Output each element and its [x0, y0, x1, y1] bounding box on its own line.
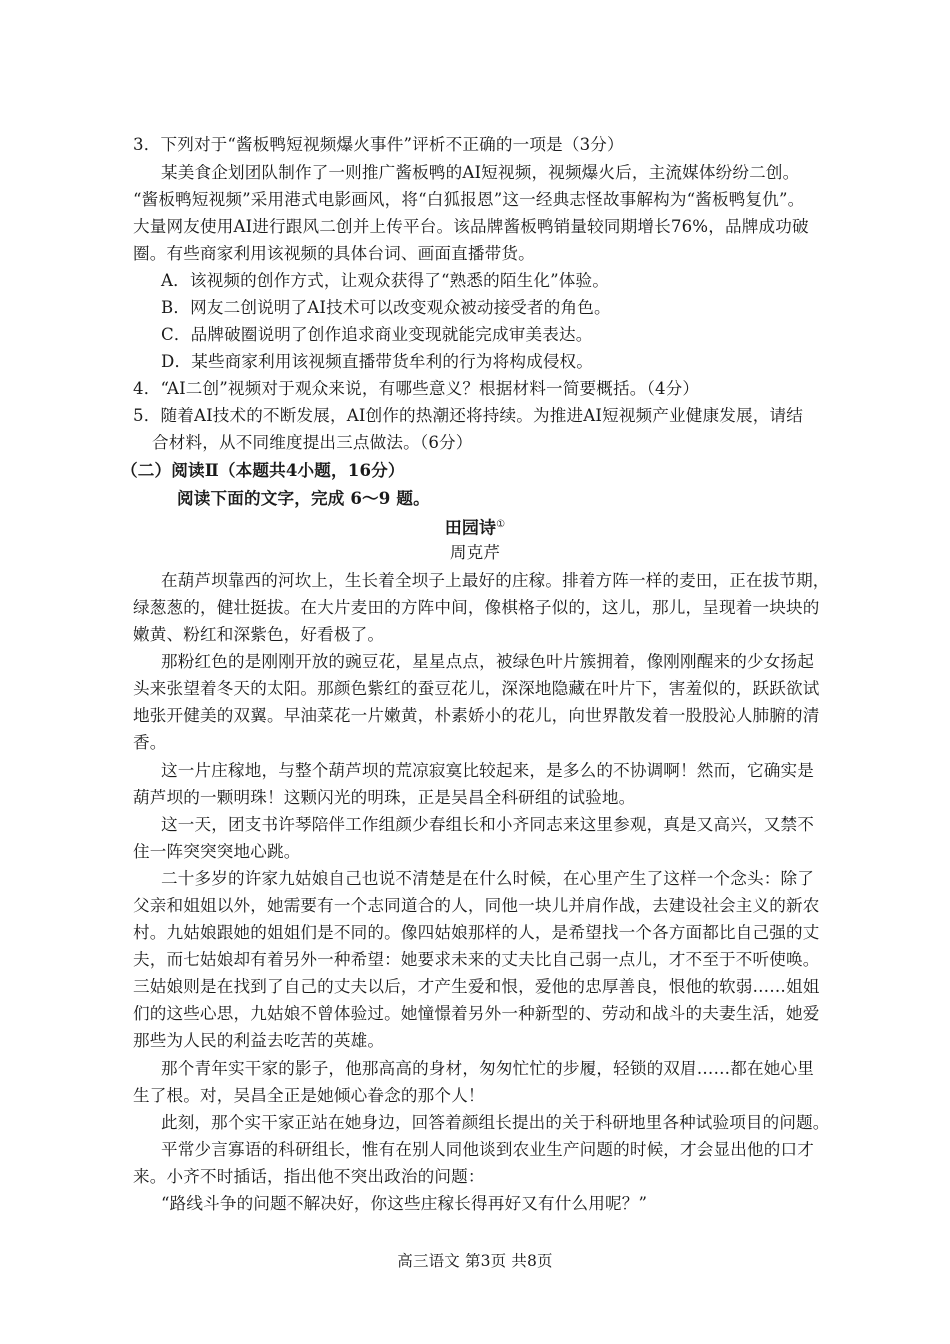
- q3-material-line: 大量网友使用AI进行跟风二创并上传平台。该品牌酱板鸭销量较同期增长76%，品牌成功破: [133, 217, 809, 236]
- article-line: 绿葱葱的，健壮挺拔。在大片麦田的方阵中间，像棋格子似的，这儿，那儿，呈现着一块块的: [133, 598, 820, 617]
- q3-option-a: A．该视频的创作方式，让观众获得了“熟悉的陌生化”体验。: [161, 271, 609, 290]
- q3-material-line: “酱板鸭短视频”采用港式电影画风，将“白狐报恩”这一经典志怪故事解构为“酱板鸭复仇”。: [133, 190, 805, 209]
- article-line: 们的这些心思，九姑娘不曾体验过。她憧憬着另外一种新型的、劳动和战斗的夫妻生活，她爱: [133, 1004, 820, 1023]
- article-line: 头来张望着冬天的太阳。那颜色紫红的蚕豆花儿，深深地隐藏在叶片下，害羞似的，跃跃欲试: [133, 679, 820, 698]
- article-line: 住一阵突突突地心跳。: [133, 842, 301, 861]
- article-line: 那个青年实干家的影子，他那高高的身材，匆匆忙忙的步履，轻锁的双眉……都在她心里: [161, 1059, 815, 1078]
- section-heading: （二）阅读Ⅱ（本题共4小题，16分）: [121, 460, 405, 480]
- article-line: 这一片庄稼地，与整个葫芦坝的荒凉寂寞比较起来，是多么的不协调啊！然而，它确实是: [161, 761, 815, 780]
- article-line: 来。小齐不时插话，指出他不突出政治的问题：: [133, 1167, 485, 1186]
- page-footer: 高三语文 第3页 共8页: [397, 1252, 553, 1270]
- question-3-stem: 3．下列对于“酱板鸭短视频爆火事件”评析不正确的一项是（3分）: [133, 135, 624, 154]
- article-line: 此刻，那个实干家正站在她身边，回答着颜组长提出的关于科研地里各种试验项目的问题。: [161, 1113, 830, 1132]
- article-title: [0, 514, 950, 540]
- article-line: 父亲和姐姐以外，她需要有一个志同道合的人，同他一块儿并肩作战，去建设社会主义的新农: [133, 896, 820, 915]
- article-line: 生了根。对，吴昌全正是她倾心眷念的那个人！: [133, 1086, 485, 1105]
- article-line: 那些为人民的利益去吃苦的英雄。: [133, 1031, 385, 1050]
- article-line: 在葫芦坝靠西的河坎上，生长着全坝子上最好的庄稼。排着方阵一样的麦田，正在拔节期，: [161, 571, 830, 590]
- article-line: 葫芦坝的一颗明珠！这颗闪光的明珠，正是吴昌全科研组的试验地。: [133, 788, 636, 807]
- article-line: “路线斗争的问题不解决好，你这些庄稼长得再好又有什么用呢？”: [161, 1194, 648, 1213]
- q3-material-line: 圈。有些商家利用该视频的具体台词、画面直播带货。: [133, 244, 535, 263]
- article-line: 嫩黄、粉红和深紫色，好看极了。: [133, 625, 385, 644]
- q3-option-b: B．网友二创说明了AI技术可以改变观众被动接受者的角色。: [161, 298, 611, 317]
- q3-option-c: C．品牌破圈说明了创作追求商业变现就能完成审美表达。: [161, 325, 593, 344]
- article-line: 平常少言寡语的科研组长，惟有在别人同他谈到农业生产问题的时候，才会显出他的口才: [161, 1140, 815, 1159]
- question-5-line: 合材料，从不同维度提出三点做法。（6分）: [152, 433, 473, 452]
- article-line: 那粉红色的是刚刚开放的豌豆花，星星点点，被绿色叶片簇拥着，像刚刚醒来的少女扬起: [161, 652, 815, 671]
- q3-material-line: 某美食企划团队制作了一则推广酱板鸭的AI短视频，视频爆火后，主流媒体纷纷二创。: [161, 163, 800, 182]
- article-line: 二十多岁的许家九姑娘自己也说不清楚是在什么时候，在心里产生了这样一个念头：除了: [161, 869, 815, 888]
- section-instruction: 阅读下面的文字，完成 6～9 题。: [177, 488, 430, 508]
- question-5-line: 5．随着AI技术的不断发展，AI创作的热潮还将持续。为推进AI短视频产业健康发展，请结: [133, 406, 803, 425]
- article-line: 三姑娘则是在找到了自己的丈夫以后，才产生爱和恨，爱他的忠厚善良，恨他的软弱……姐姐: [133, 977, 820, 996]
- article-title-text: 田园诗: [444, 518, 497, 539]
- footnote-mark: ①: [496, 519, 506, 530]
- article-line: 夫，而七姑娘却有着另外一种希望：她要求未来的丈夫比自己弱一点儿，才不至于不听使唤。: [133, 950, 820, 969]
- article-line: 地张开健美的双翼。早油菜花一片嫩黄，朴素娇小的花儿，向世界散发着一股股沁人肺腑的清: [133, 706, 820, 725]
- q3-option-d: D．某些商家利用该视频直播带货牟利的行为将构成侵权。: [161, 352, 594, 371]
- article-line: 这一天，团支书许琴陪伴工作组颜少春组长和小齐同志来这里参观，真是又高兴，又禁不: [161, 815, 815, 834]
- article-author: 周克芹: [449, 543, 501, 562]
- question-4: 4．“AI二创”视频对于观众来说，有哪些意义？根据材料一简要概括。（4分）: [133, 379, 700, 398]
- article-line: 村。九姑娘跟她的姐姐们是不同的。像四姑娘那样的人，是希望找一个各方面都比自己强的丈: [133, 923, 820, 942]
- article-line: 香。: [133, 733, 167, 752]
